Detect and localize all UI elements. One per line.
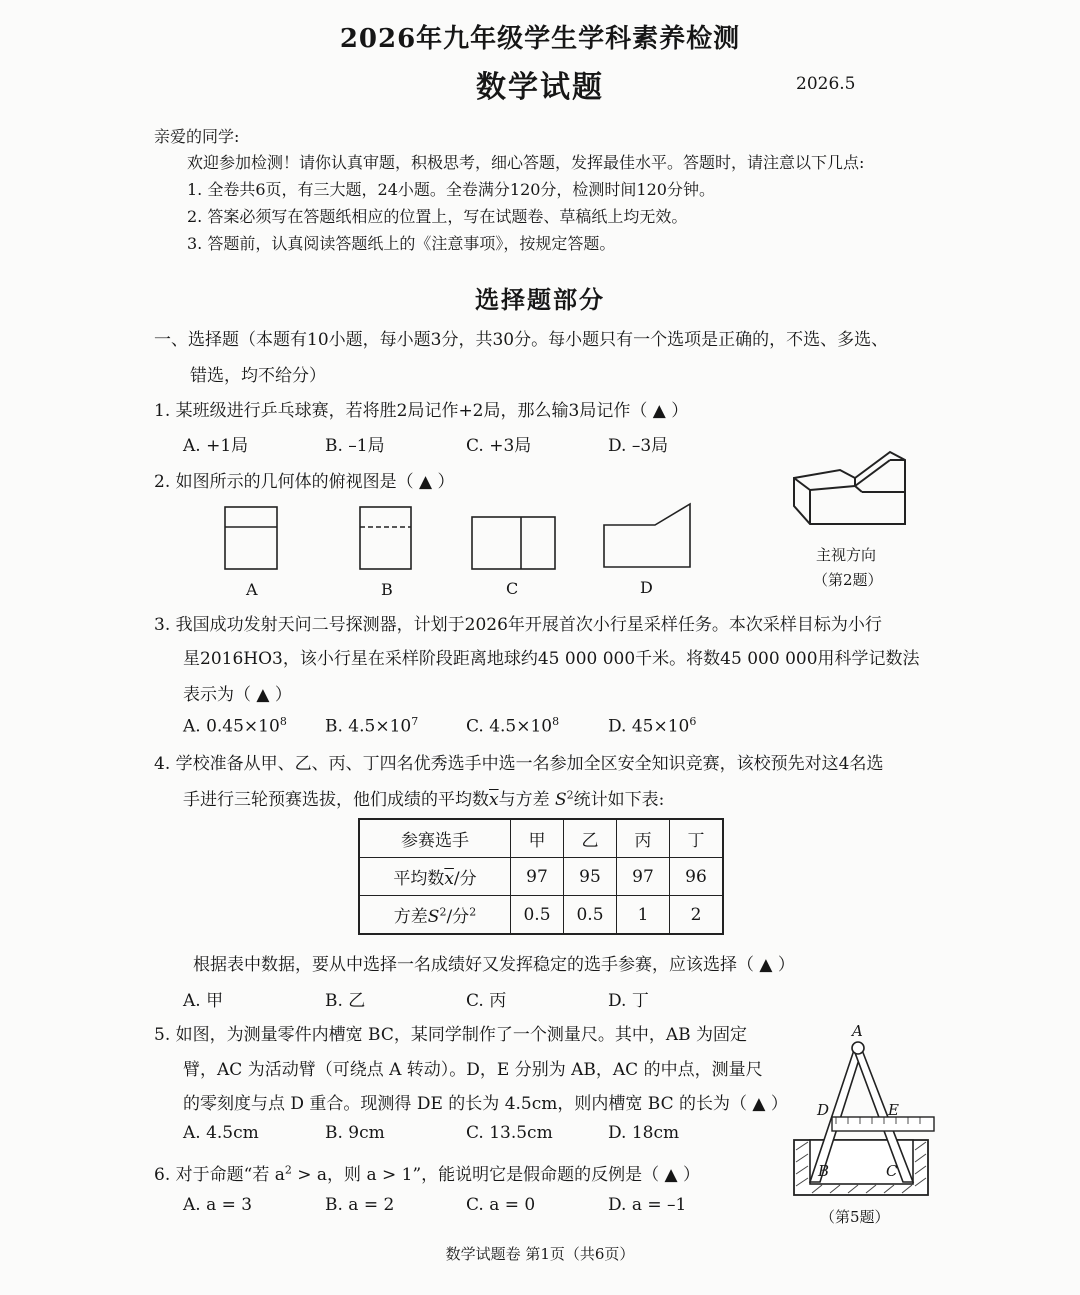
q2-label-d: D [640,578,653,597]
table-header-cell: 丁 [670,819,724,858]
q2-option-c-figure [472,517,555,569]
table-row [359,896,723,935]
q4-option-d: D. 丁 [608,991,649,1011]
section-heading-line2: 错选，均不给分） [190,366,326,386]
q5-point-c: C [886,1162,898,1180]
section-heading-line1: 一、选择题（本题有10小题，每小题3分，共30分。每小题只有一个选项是正确的，不选、多选、 [154,330,889,350]
q6-stem: 6. 对于命题“若 $a^2 > a$，则 a > 1”，能说明它是假命题的反例是（ ▲ ） [154,1163,701,1185]
q3-option-d: D. $45\times 10^6$ [608,715,697,737]
q6-option-c: C. a = 0 [466,1195,536,1215]
q3-option-b: B. $4.5\times 10^7$ [325,715,419,737]
q5-option-d: D. 18cm [608,1123,680,1143]
q4-option-b: B. 乙 [325,991,366,1011]
note-2: 2. 答案必须写在答题纸相应的位置上，写在试题卷、草稿纸上均无效。 [187,207,688,226]
exam-title: 2026年九年级学生学科素养检测 [339,24,741,54]
q5-point-d: D [817,1101,830,1119]
q2-label-b: B [381,580,393,599]
q5-point-e: E [888,1101,899,1119]
q5-point-b: B [818,1162,830,1180]
q5-option-a: A. 4.5cm [183,1123,259,1143]
q3-option-c: C. $4.5\times 10^8$ [466,715,560,737]
q6-option-b: B. a = 2 [325,1195,395,1215]
q5-line3: 的零刻度与点 D 重合。现测得 DE 的长为 4.5cm，则内槽宽 BC 的长为（ ▲ ） [183,1094,788,1114]
q1-option-c: C. +3局 [466,436,532,456]
q4-question: 根据表中数据，要从中选择一名成绩好又发挥稳定的选手参赛，应该选择（ ▲ ） [193,955,795,975]
q3-option-a: A. $0.45\times 10^8$ [183,715,287,737]
table-cell: 1 [617,896,670,935]
table-header-cell: 丙 [617,819,670,858]
table-cell: 95 [564,858,617,896]
page-footer: 数学试题卷 第1页（共6页） [445,1245,635,1263]
table-row-label: 方差$S^2/$分$^2$ [359,896,511,935]
q2-figure-number: （第2题） [813,571,883,589]
q2-stem: 2. 如图所示的几何体的俯视图是（ ▲ ） [154,472,455,492]
note-1: 1. 全卷共6页，有三大题，24小题。全卷满分120分，检测时间120分钟。 [187,180,715,199]
q2-label-a: A [246,580,258,599]
table-header-cell: 甲 [511,819,564,858]
table-cell: 97 [511,858,564,896]
q3-line2: 星2016HO3，该小行星在采样阶段距离地球约45 000 000千米。将数45 000 000用科学记数法 [183,649,920,669]
table-cell: 2 [670,896,724,935]
welcome-text: 欢迎参加检测！请你认真审题，积极思考，细心答题，发挥最佳水平。答题时，请注意以下几点: [187,153,865,172]
note-3: 3. 答题前，认真阅读答题纸上的《注意事项》，按规定答题。 [187,234,616,253]
q2-label-c: C [506,579,519,598]
table-row-label: 平均数$\overline{x}/$分 [359,858,511,896]
q5-figure-number: （第5题） [820,1208,890,1226]
q5-option-c: C. 13.5cm [466,1123,553,1143]
table-header-cell: 乙 [564,819,617,858]
q5-point-a: A [852,1022,863,1040]
q1-option-b: B. –1局 [325,436,385,456]
q6-option-a: A. a = 3 [183,1195,253,1215]
q4-option-c: C. 丙 [466,991,507,1011]
q4-line2: 手进行三轮预赛选拔，他们成绩的平均数$\overline{x}$与方差 $S^2$统计如下表: [183,788,665,810]
q3-line1: 3. 我国成功发射天问二号探测器，计划于2026年开展首次小行星采样任务。本次采样目标为小行 [154,615,882,635]
q5-option-b: B. 9cm [325,1123,385,1143]
q5-line1: 5. 如图，为测量零件内槽宽 BC，某同学制作了一个测量尺。其中，AB 为固定 [154,1025,748,1045]
q1-option-d: D. –3局 [608,436,669,456]
q5-figure [794,1042,934,1195]
greeting: 亲爱的同学: [154,127,240,146]
table-row [359,858,723,896]
section-title: 选择题部分 [475,285,605,314]
table-cell: 0.5 [511,896,564,935]
exam-subject: 数学试题 [476,70,604,105]
q2-figure-caption: 主视方向 [816,546,877,564]
q2-option-b-figure [360,507,411,569]
q5-line2: 臂，AC 为活动臂（可绕点 A 转动）。D，E 分别为 AB，AC 的中点，测量尺 [183,1060,763,1080]
table-cell: 96 [670,858,724,896]
table-header-cell: 参赛选手 [359,819,511,858]
table-cell: 0.5 [564,896,617,935]
q4-line1: 4. 学校准备从甲、乙、丙、丁四名优秀选手中选一名参加全区安全知识竞赛，该校预先对这4名选 [154,754,884,774]
q2-option-a-figure [225,507,277,569]
exam-date: 2026.5 [796,74,856,94]
q4-option-a: A. 甲 [183,991,224,1011]
q3-line3: 表示为（ ▲ ） [183,685,292,705]
table-cell: 97 [617,858,670,896]
q2-option-d-figure [604,504,690,567]
table-row [359,819,723,858]
q1-option-a: A. +1局 [183,436,249,456]
q1-stem: 1. 某班级进行乒乓球赛，若将胜2局记作+2局，那么输3局记作（ ▲ ） [154,401,689,421]
score-table [358,818,724,935]
q2-solid-figure [794,452,905,524]
q6-option-d: D. a = –1 [608,1195,687,1215]
